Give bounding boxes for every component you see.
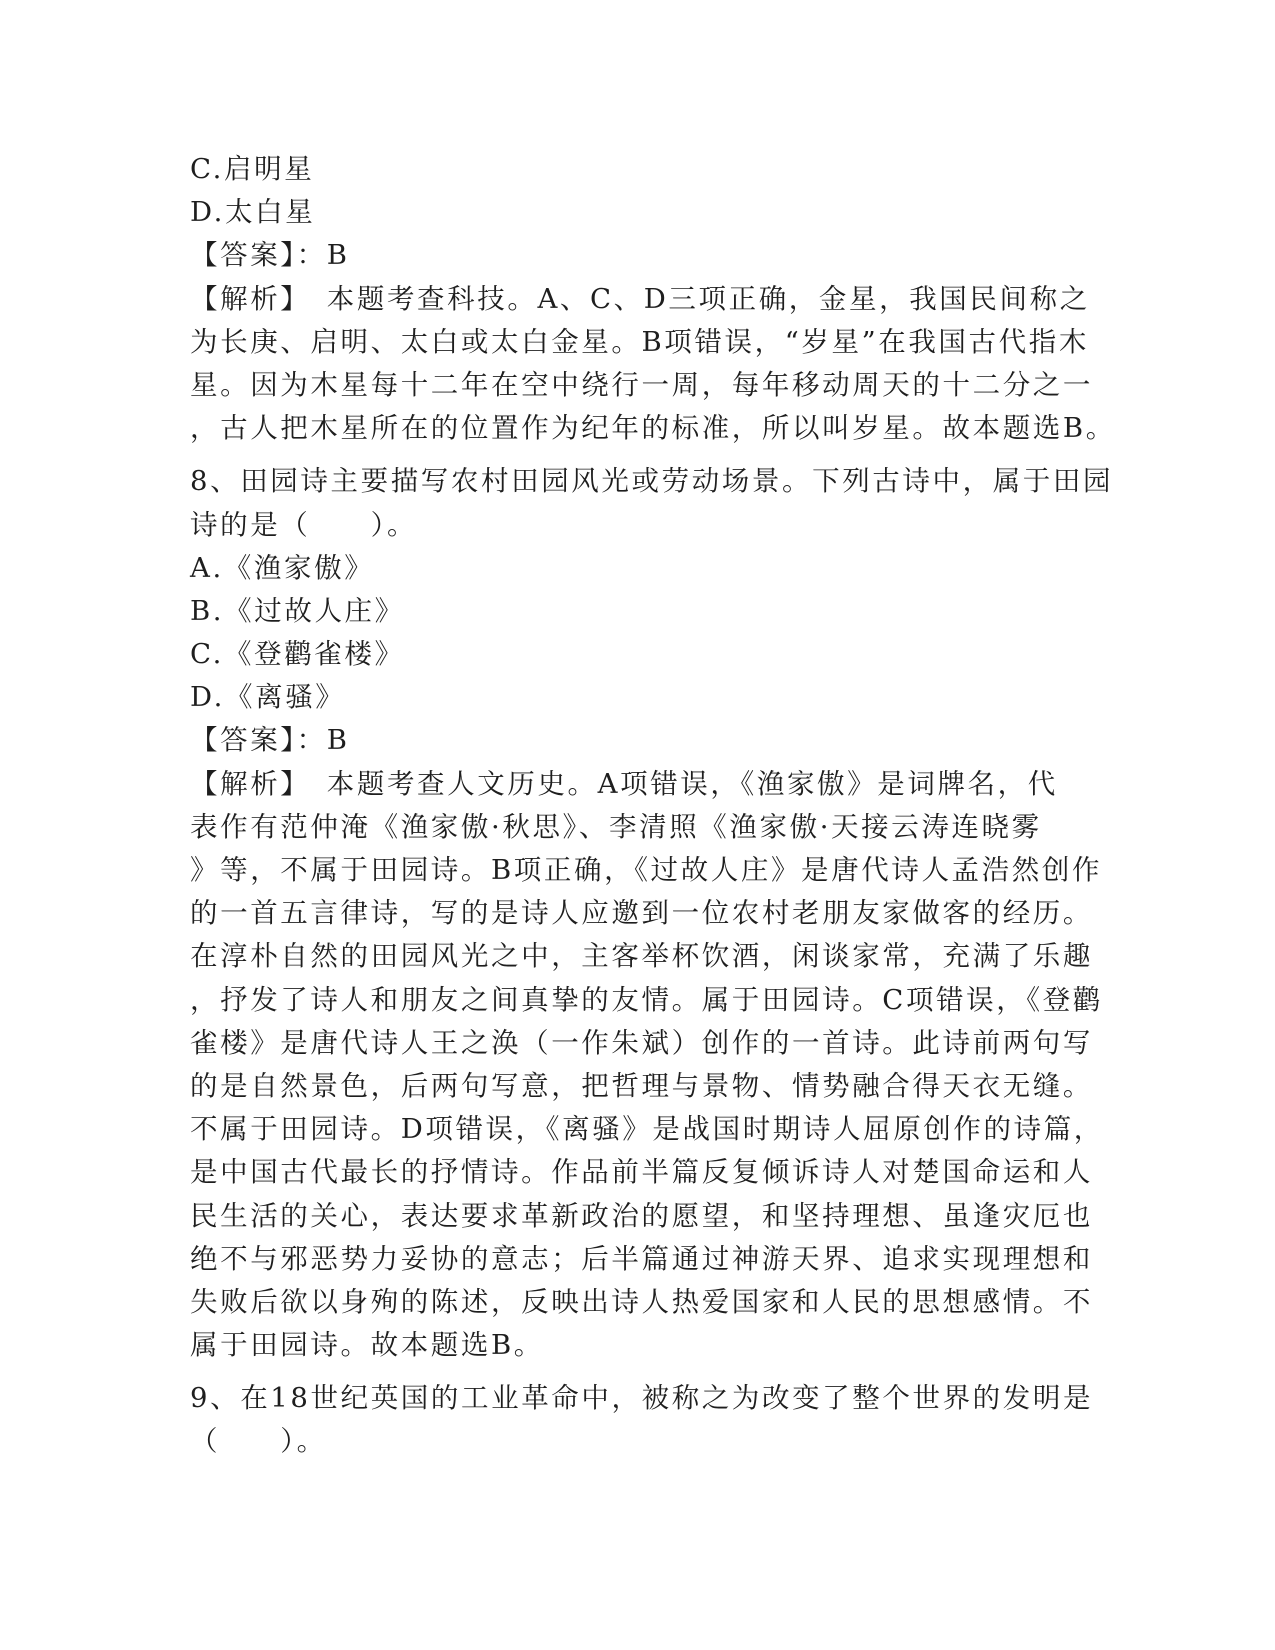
stem-line: （ ）。 — [190, 1425, 327, 1458]
analysis-line: ，抒发了诗人和朋友之间真挚的友情。属于田园诗。C项错误，《登鹳 — [190, 983, 1103, 1016]
stem-line: 8、田园诗主要描写农村田园风光或劳动场景。下列古诗中，属于田园 — [190, 465, 1114, 498]
answer-line: 【答案】：B — [190, 239, 350, 272]
analysis-line: 雀楼》是唐代诗人王之涣（一作朱斌）创作的一首诗。此诗前两句写 — [190, 1026, 1093, 1059]
analysis-line: 表作有范仲淹《渔家傲·秋思》、李清照《渔家傲·天接云涛连晓雾 — [190, 810, 1042, 843]
option-c: C.《登鹳雀楼》 — [190, 638, 405, 671]
question-7-tail — [190, 148, 1116, 450]
analysis-block — [190, 763, 1104, 1368]
question-8 — [190, 460, 1114, 1367]
question-stem — [190, 460, 1114, 546]
option-c: C.启明星 — [190, 153, 315, 185]
analysis-line: 》等，不属于田园诗。B项正确，《过故人庄》是唐代诗人孟浩然创作 — [190, 854, 1103, 886]
analysis-line: 【解析】 本题考查人文历史。A项错误，《渔家傲》是词牌名，代 — [190, 767, 1058, 800]
analysis-block — [190, 278, 1116, 451]
option-d: D.《离骚》 — [190, 681, 346, 714]
option-b: B.《过故人庄》 — [190, 594, 405, 627]
analysis-line: 民生活的关心，表达要求革新政治的愿望，和坚持理想、虽逢灾厄也 — [190, 1199, 1093, 1232]
analysis-line: 在淳朴自然的田园风光之中，主客举杯饮酒，闲谈家常，充满了乐趣 — [190, 940, 1093, 973]
stem-line: 9、在18世纪英国的工业革命中，被称之为改变了整个世界的发明是 — [190, 1382, 1094, 1415]
analysis-line: 星。因为木星每十二年在空中绕行一周，每年移动周天的十二分之一 — [190, 368, 1093, 401]
analysis-line: 是中国古代最长的抒情诗。作品前半篇反复倾诉诗人对楚国命运和人 — [190, 1156, 1093, 1189]
option-a: A.《渔家傲》 — [190, 551, 375, 584]
analysis-line: 不属于田园诗。D项错误，《离骚》是战国时期诗人屈原创作的诗篇， — [190, 1113, 1104, 1146]
question-9 — [190, 1377, 1094, 1463]
stem-line: 诗的是（ ）。 — [190, 508, 418, 541]
question-spacer — [190, 450, 1086, 460]
analysis-line: 失败后欲以身殉的陈述，反映出诗人热爱国家和人民的思想感情。不 — [190, 1285, 1093, 1318]
document-page — [190, 148, 1116, 1464]
analysis-line: 为长庚、启明、太白或太白金星。B项错误，“岁星”在我国古代指木 — [190, 325, 1089, 358]
analysis-line: ，古人把木星所在的位置作为纪年的标准，所以叫岁星。故本题选B。 — [190, 412, 1116, 445]
analysis-line: 绝不与邪恶势力妥协的意志；后半篇通过神游天界、追求实现理想和 — [190, 1242, 1093, 1275]
analysis-line: 属于田园诗。故本题选B。 — [190, 1329, 544, 1362]
answer-line: 【答案】：B — [190, 724, 350, 757]
analysis-line: 【解析】 本题考查科技。A、C、D三项正确，金星，我国民间称之 — [190, 282, 1090, 315]
question-stem — [190, 1377, 1094, 1463]
question-spacer — [190, 1367, 1086, 1377]
analysis-line: 的一首五言律诗，写的是诗人应邀到一位农村老朋友家做客的经历。 — [190, 897, 1093, 930]
analysis-line: 的是自然景色，后两句写意，把哲理与景物、情势融合得天衣无缝。 — [190, 1069, 1093, 1102]
option-d: D.太白星 — [190, 196, 316, 229]
